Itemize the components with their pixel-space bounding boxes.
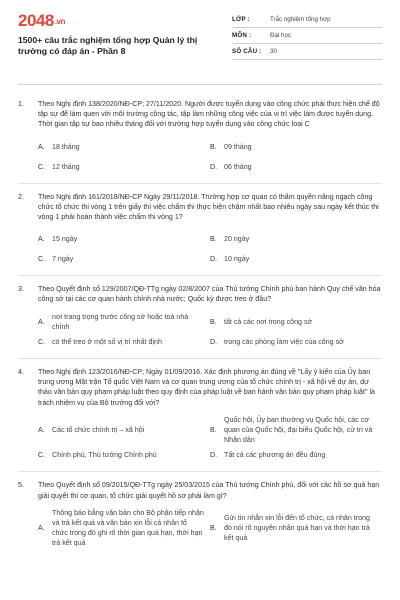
answer-text: 12 tháng (52, 162, 80, 171)
answer-option[interactable] (210, 157, 382, 177)
answer-text: tất cả các nơi trong công sở (224, 317, 313, 326)
answer-letter: A. (38, 317, 45, 326)
spacer (18, 85, 382, 99)
answer-text: Quốc hội, Ủy ban thường vụ Quốc hội, các cơ quan của Quốc hội, đại biểu Quốc hội, cử tri và Nhân dân (224, 415, 373, 445)
question-divider (18, 471, 382, 472)
question-body (38, 367, 382, 465)
question-1 (18, 99, 382, 177)
answer-letter: D. (210, 255, 218, 264)
answer-option[interactable] (210, 249, 382, 269)
answer-text: trong các phòng làm việc của công sở (224, 337, 344, 346)
meta-row-count (232, 44, 382, 60)
question-number: 5. (18, 481, 24, 490)
site-logo[interactable] (18, 12, 223, 31)
answer-text: 09 tháng (224, 142, 252, 151)
question-text: Theo Nghị định 138/2020/NĐ-CP; 27/11/2020. Người được tuyển dụng vào công chức phải thực hiện chế độ tập sự để làm quen với môi trường công tác, tập làm những công việc của vị trí việc làm được tuyển dụng. Thời gian tập sự bao nhiêu tháng đối với trường hợp tuyển dụng vào công chức loại C (38, 100, 380, 129)
answer-letter: B. (210, 426, 217, 435)
answer-option[interactable] (210, 508, 382, 549)
header-left (18, 12, 223, 74)
answer-option[interactable] (38, 249, 210, 269)
answer-text: Tất cả các phương án đều đúng (224, 451, 326, 460)
answer-list (38, 229, 382, 269)
meta-box (232, 12, 382, 74)
answer-letter: C. (38, 162, 46, 171)
answer-option[interactable] (38, 415, 210, 446)
question-number: 2. (18, 192, 24, 201)
question-number: 4. (18, 368, 24, 377)
answer-text: Gửi tin nhắn xin lỗi đến tổ chức, cá nhân trong đó nói rõ nguyên nhân quá hạn và thời hạn trả kết quả (224, 513, 370, 543)
answer-letter: C. (38, 451, 46, 460)
answer-option[interactable] (38, 312, 210, 332)
answer-letter: B. (210, 317, 217, 326)
meta-value: 30 (270, 48, 277, 55)
answer-letter: A. (38, 142, 45, 151)
header (18, 12, 382, 74)
meta-label: SỐ CÂU : (232, 48, 262, 55)
answer-letter: D. (210, 451, 218, 460)
answer-list (38, 508, 382, 549)
answer-text: có thể treo ở một số vị trí nhất định (52, 337, 162, 346)
answer-letter: B. (210, 235, 217, 244)
answer-letter: B. (210, 142, 217, 151)
answer-option[interactable] (210, 312, 382, 332)
question-number: 3. (18, 285, 24, 294)
answer-list (38, 415, 382, 466)
answer-text: 15 ngày (52, 235, 78, 244)
question-2 (18, 192, 382, 270)
question-body (38, 480, 382, 548)
question-text: Theo Nghị định 161/2018/NĐ-CP Ngày 29/11/2018. Trường hợp cơ quan có thẩm quyền nâng ngạch công chức tổ chức thi vòng 1 trên giấy thì việc chấm thi thực hiện chậm nhất bao nhiêu ngày sau ngày kết thúc thi vòng 1 phải hoàn thành việc chấm thi vòng 1? (38, 192, 379, 222)
answer-list (38, 137, 382, 177)
answer-option[interactable] (210, 137, 382, 157)
answer-text: 06 tháng (224, 162, 252, 171)
answer-text: Thông báo bằng văn bản cho Bộ phận tiếp nhận và trả kết quả và văn bản xin lỗi cá nhân tổ chức trong đó ghi rõ thời gian quá hạn, thời hạn trả kết quả (52, 508, 204, 548)
question-divider (18, 183, 382, 184)
answer-text: 20 ngày (224, 235, 250, 244)
answer-text: nơi trang trọng trước công sở hoặc toà nhà chính (52, 312, 189, 331)
answer-list (38, 312, 382, 352)
answer-letter: A. (38, 524, 45, 533)
question-body (38, 192, 382, 270)
answer-option[interactable] (38, 157, 210, 177)
answer-letter: C. (38, 337, 46, 346)
answer-text: 7 ngày (52, 255, 74, 264)
answer-option[interactable] (38, 332, 210, 352)
answer-letter: C. (38, 255, 46, 264)
answer-letter: D. (210, 162, 218, 171)
meta-label: LỚP : (232, 16, 250, 23)
answer-letter: B. (210, 524, 217, 533)
question-number: 1. (18, 100, 24, 108)
logo-text: 2048 (18, 11, 54, 30)
answer-option[interactable] (38, 445, 210, 465)
answer-text: 10 ngày (224, 255, 250, 264)
meta-value: Đại học (270, 32, 291, 39)
question-3 (18, 284, 382, 352)
answer-letter: A. (38, 235, 45, 244)
answer-text: 18 tháng (52, 142, 80, 151)
answer-option[interactable] (38, 229, 210, 249)
answer-option[interactable] (210, 229, 382, 249)
question-body (38, 99, 382, 177)
meta-row-subject (232, 28, 382, 44)
meta-row-class (232, 12, 382, 28)
page-title: 1500+ câu trắc nghiệm tổng hợp Quản lý thị trường có đáp án - Phần 8 (18, 35, 198, 56)
answer-text: Chính phủ, Thủ tướng Chính phủ (52, 451, 157, 460)
question-text: Theo Nghị định 123/2016/NĐ-CP; Ngày 01/09/2016. Xác định phương án đúng về "Lấy ý kiến của Ủy ban trung ương Mặt trận Tổ quốc Việt Nam và cơ quan trung ương của tổ chức chính trị - xã hội về dự án, dự thảo văn bản quy phạm pháp luật theo quy định của pháp luật về ban hành văn bản quy phạm pháp luật" là trách nhiệm vụ của Bộ trưởng đối với? (38, 368, 375, 407)
answer-option[interactable] (210, 332, 382, 352)
answer-option[interactable] (38, 508, 210, 549)
question-text: Theo Quyết định số 09/2015/QĐ-TTg ngày 25/03/2015 của Thủ tướng Chính phủ, đối với các hồ sơ quá hạn giải quyết thì cơ quan, tổ chức giải quyết hồ sơ phải làm gì? (38, 481, 380, 500)
question-divider (18, 358, 382, 359)
meta-label: MÔN : (232, 32, 252, 39)
answer-option[interactable] (210, 415, 382, 446)
question-5 (18, 480, 382, 548)
answer-text: Các tổ chức chính trị – xã hội (52, 426, 145, 435)
meta-value: Trắc nghiệm tổng hợp (270, 16, 331, 23)
answer-letter: A. (38, 426, 45, 435)
answer-option[interactable] (210, 445, 382, 465)
question-divider (18, 275, 382, 276)
question-4 (18, 367, 382, 465)
answer-option[interactable] (38, 137, 210, 157)
question-body (38, 284, 382, 352)
logo-suffix: .vn (54, 17, 65, 26)
question-text: Theo Quyết định số 129/2007/QĐ-TTg ngày 02/8/2007 của Thủ tướng Chính phủ ban hành Quy chế văn hóa công sở tại các cơ quan hành chính nhà nước; Quốc kỳ được treo ở đâu? (38, 285, 381, 304)
answer-letter: D. (210, 337, 218, 346)
